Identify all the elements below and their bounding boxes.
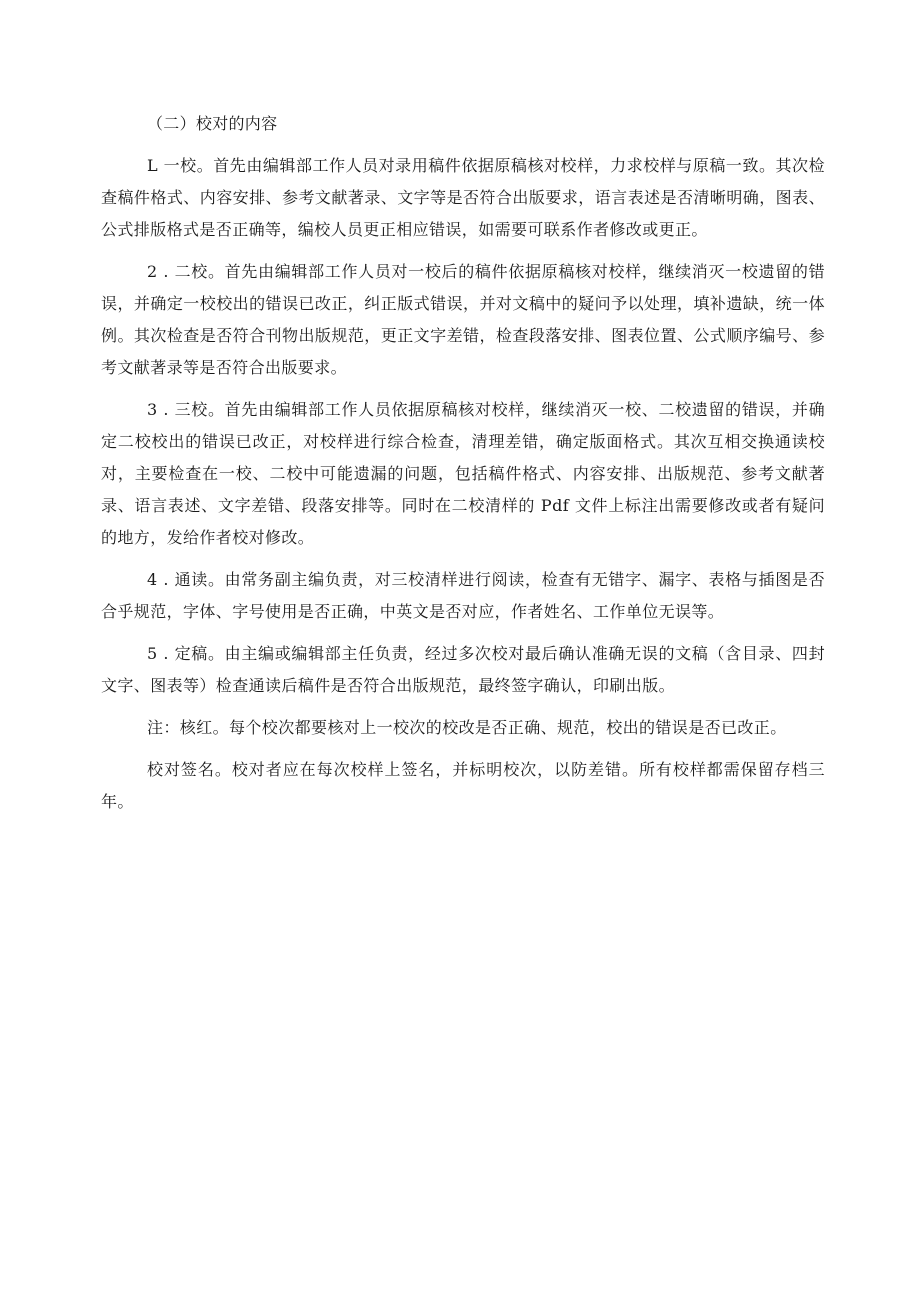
paragraph-note-red-check: 注：核红。每个校次都要核对上一校次的校改是否正确、规范，校出的错误是否已改正。 — [147, 718, 787, 737]
section-heading: （二）校对的内容 — [147, 114, 278, 133]
paragraph-final-draft: 5 . 定稿。由主编或编辑部主任负责，经过多次校对最后确认准确无误的文稿（含目录、四封文字、图表等）检查通读后稿件是否符合出版规范，最终签字确认，印刷出版。 — [101, 644, 825, 695]
paragraph-second-proof: 2 . 二校。首先由编辑部工作人员对一校后的稿件依据原稿核对校样，继续消灭一校遗留的错误，并确定一校校出的错误已改正，纠正版式错误，并对文稿中的疑问予以处理，填补遗缺，统一体例。其次检查是否符合刊物出版规范，更正文字差错，检查段落安排、图表位置、公式顺序编号、参考文献著录等是否符合出版要求。 — [101, 262, 825, 377]
paragraph-read-through: 4 . 通读。由常务副主编负责，对三校清样进行阅读，检查有无错字、漏字、表格与插图是否合乎规范，字体、字号使用是否正确，中英文是否对应，作者姓名、工作单位无误等。 — [101, 570, 825, 621]
paragraph-proof-signature: 校对签名。校对者应在每次校样上签名，并标明校次，以防差错。所有校样都需保留存档三年。 — [101, 760, 825, 811]
paragraph-first-proof: L 一校。首先由编辑部工作人员对录用稿件依据原稿核对校样，力求校样与原稿一致。其次检查稿件格式、内容安排、参考文献著录、文字等是否符合出版要求，语言表述是否清晰明确，图表、公式排版格式是否正确等，编校人员更正相应错误，如需要可联系作者修改或更正。 — [101, 156, 825, 239]
document-body — [101, 108, 825, 828]
paragraph-third-proof: 3 . 三校。首先由编辑部工作人员依据原稿核对校样，继续消灭一校、二校遗留的错误，并确定二校校出的错误已改正，对校样进行综合检查，清理差错，确定版面格式。其次互相交换通读校对，主要检查在一校、二校中可能遗漏的问题，包括稿件格式、内容安排、出版规范、参考文献著录、语言表述、文字差错、段落安排等。同时在二校清样的 Pdf 文件上标注出需要修改或者有疑问的地方，发给作者校对修改。 — [101, 400, 825, 547]
